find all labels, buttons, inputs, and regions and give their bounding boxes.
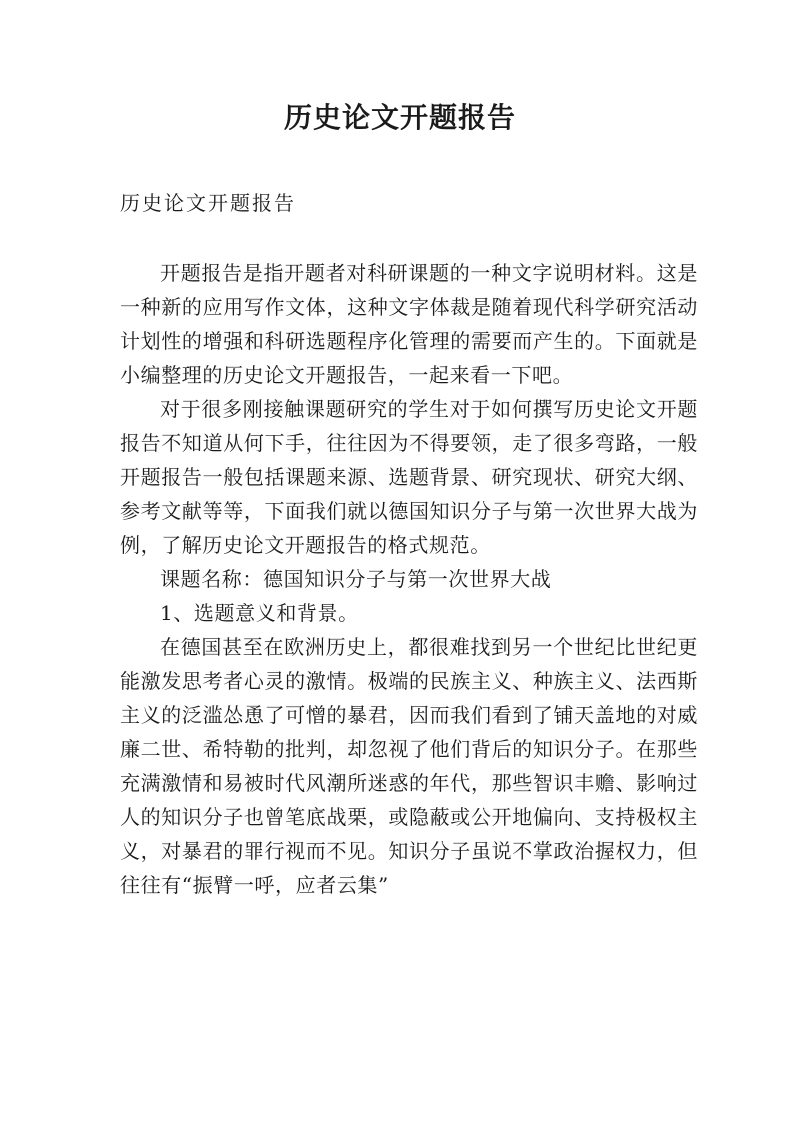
- paragraph-intro: 开题报告是指开题者对科研课题的一种文字说明材料。这是一种新的应用写作文体，这种文字体裁是随着现代科学研究活动计划性的增强和科研选题程序化管理的需要而产生的。下面就是小编整理的历史论文开题报告，一起来看一下吧。: [120, 261, 698, 387]
- paragraph-topic-name: 课题名称：德国知识分子与第一次世界大战: [160, 567, 552, 591]
- document-body: [120, 256, 698, 902]
- paragraph-background: 在德国甚至在欧洲历史上，都很难找到另一个世纪比世纪更能激发思考者心灵的激情。极端的民族主义、种族主义、法西斯主义的泛滥怂恿了可憎的暴君，因而我们看到了铺天盖地的对威廉二世、希特勒的批判，却忽视了他们背后的知识分子。在那些充满激情和易被时代风潮所迷惑的年代，那些智识丰赡、影响过人的知识分子也曾笔底战栗，或隐蔽或公开地偏向、支持极权主义，对暴君的罪行视而不见。知识分子虽说不掌政治握权力，但往往有“振臂一呼，应者云集”: [120, 635, 698, 897]
- document-subtitle: 历史论文开题报告: [120, 191, 296, 215]
- document-title: 历史论文开题报告: [283, 101, 516, 134]
- paragraph-guidance: 对于很多刚接触课题研究的学生对于如何撰写历史论文开题报告不知道从何下手，往往因为不得要领，走了很多弯路，一般开题报告一般包括课题来源、选题背景、研究现状、研究大纲、参考文献等等，下面我们就以德国知识分子与第一次世界大战为例，了解历史论文开题报告的格式规范。: [120, 397, 698, 557]
- paragraph-section-heading: 1、选题意义和背景。: [160, 601, 359, 625]
